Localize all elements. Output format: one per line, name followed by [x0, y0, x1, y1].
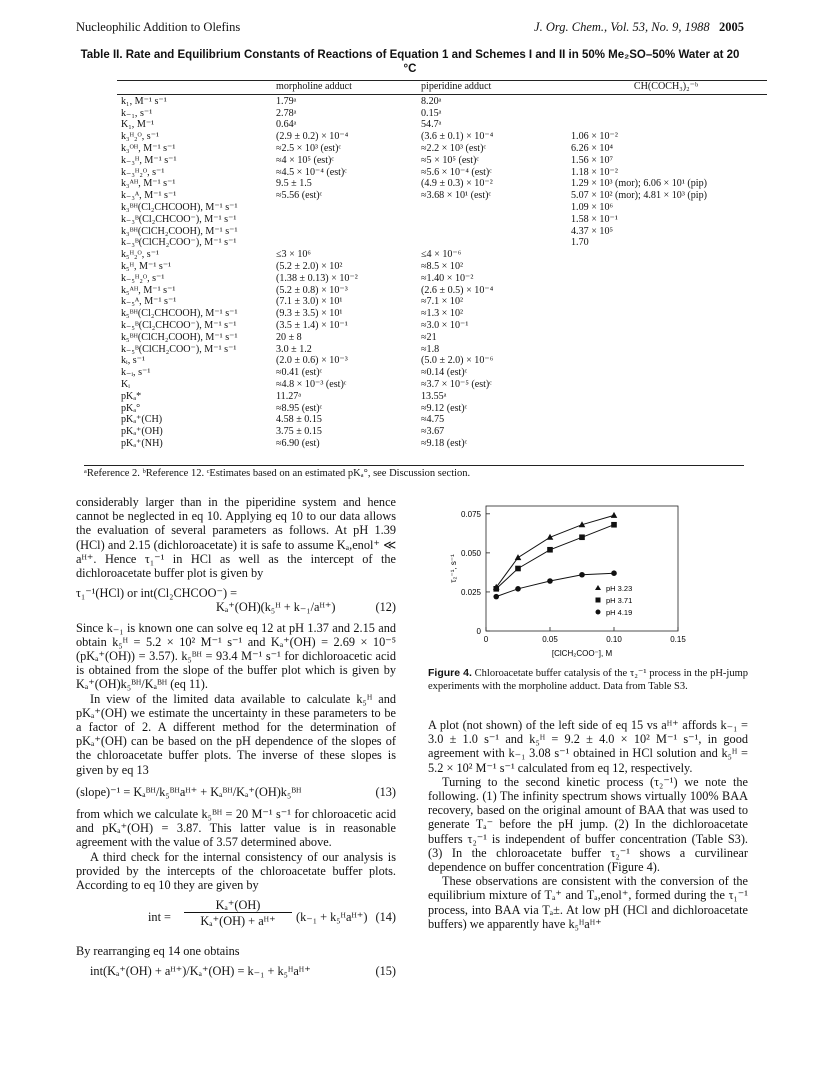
cell-piperidine: ≈0.14 (est)ᶜ — [421, 367, 468, 379]
cell-parameter: pKₐ⁺(OH) — [121, 426, 163, 438]
cell-morpholine: ≈2.5 × 10³ (est)ᶜ — [276, 142, 342, 154]
page-number: 2005 — [719, 20, 744, 34]
data-point-circle — [515, 586, 521, 592]
cell-piperidine: 13.55ᵃ — [421, 390, 447, 402]
paragraph: In view of the limited data available to calculate k₅ᴴ and pKₐ⁺(OH) we estimate the uncertainty in these parameters to be a factor of 2. A different method for the determination of pKₐ⁺(OH) can be based on the pH dependence of the slopes of the chloroacetate buffer plots. The inverse of these slopes is given by eq 13 — [76, 691, 396, 777]
cell-parameter: k₋₃ᴴ, M⁻¹ s⁻¹ — [121, 154, 177, 166]
table-row — [117, 438, 767, 450]
cell-parameter: pKₐ* — [121, 390, 142, 402]
cell-parameter: pKₐ⁺(CH) — [121, 414, 163, 426]
cell-piperidine: ≈3.67 — [421, 426, 445, 438]
cell-piperidine: (4.9 ± 0.3) × 10⁻² — [421, 178, 493, 190]
x-tick-label: 0 — [483, 635, 489, 644]
cell-piperidine: (5.0 ± 2.0) × 10⁻⁶ — [421, 355, 494, 367]
cell-morpholine — [272, 237, 417, 249]
cell-parameter: k₋₅ᴮ(Cl₂CHCOO⁻), M⁻¹ s⁻¹ — [121, 319, 237, 331]
table-header-row — [117, 81, 767, 95]
data-point-circle — [611, 570, 617, 576]
cell-piperidine: ≈1.3 × 10² — [421, 308, 464, 320]
cell-acac — [567, 308, 767, 320]
table-bottom-rule — [84, 465, 744, 466]
cell-piperidine: ≤4 × 10⁻⁶ — [421, 249, 462, 261]
equation-15 — [76, 964, 396, 978]
paragraph: considerably larger than in the piperidine system and hence cannot be neglected in eq 10. Applying eq 10 to our data allows the evaluation of several parameters as follows. At pH 1.39 (HCl) and 2.15 (dichloroacetate) it is safe to assume Kₐ,enol⁺ ≪ aᴴ⁺. Hence τ₁⁻¹ in HCl as well as the intercept of the dichloroacetate buffer plot is given by — [76, 495, 396, 581]
eq12-number: (12) — [375, 600, 396, 615]
cell-morpholine: ≈4 × 10⁵ (est)ᶜ — [276, 154, 334, 166]
cell-parameter: K₁, M⁻¹ — [121, 119, 155, 131]
table-title-line2: °C — [403, 63, 417, 75]
legend-marker-square — [596, 598, 601, 603]
paragraph: Turning to the second kinetic process (τ₂⁻¹) we note the following. (1) The infinity spectrum shows virtually 100% BAA recovery, based on the original amount of BAA that was used to generate Tₐ⁻ before the pH jump. (2) In the dichloroacetate buffers τ₂⁻¹ is independent of buffer concentration (Table S3). (3) In the chloroacetate buffer τ₂⁻¹ shows a curvilinear dependence on buffer concentration (Figure 4). — [428, 774, 748, 875]
data-point-circle — [493, 594, 499, 600]
x-tick-label: 0.10 — [606, 635, 622, 644]
data-point-square — [493, 586, 499, 592]
x-tick-label: 0.05 — [542, 635, 558, 644]
table-row — [117, 119, 767, 131]
cell-piperidine: ≈9.18 (est)ᶜ — [421, 437, 468, 449]
cell-parameter: k₃ᴼᴴ, M⁻¹ s⁻¹ — [121, 142, 176, 154]
data-point-square — [547, 547, 553, 553]
cell-parameter: pKₐ° — [121, 402, 141, 414]
cell-acac: 1.06 × 10⁻² — [571, 131, 618, 143]
cell-morpholine: ≈4.5 × 10⁻⁴ (est)ᶜ — [276, 166, 347, 178]
cell-morpholine — [272, 226, 417, 238]
table-row — [117, 214, 767, 226]
table-row — [117, 237, 767, 249]
cell-morpholine: ≈0.41 (est)ᶜ — [276, 367, 323, 379]
cell-acac: 6.26 × 10⁴ — [571, 142, 614, 154]
paragraph: By rearranging eq 14 one obtains — [76, 944, 240, 959]
cell-piperidine: ≈4.75 — [421, 414, 445, 426]
table-label: Table II. — [80, 49, 123, 61]
cell-morpholine: (5.2 ± 2.0) × 10² — [276, 260, 343, 272]
eq13-number: (13) — [375, 784, 396, 799]
cell-piperidine: (3.6 ± 0.1) × 10⁻⁴ — [421, 131, 494, 143]
eq14-lhs: int = — [148, 910, 171, 925]
paragraph: A third check for the internal consistency of our analysis is provided by the intercepts of the chloroacetate buffer plots. According to eq 10 they are given by — [76, 849, 396, 893]
cell-piperidine — [417, 226, 567, 238]
cell-morpholine: 3.0 ± 1.2 — [276, 343, 312, 355]
cell-morpholine: 20 ± 8 — [276, 331, 302, 343]
col-header-acac: CH(COCH₃)₂⁻ᵇ — [567, 81, 767, 95]
volume-info: Vol. 53, No. 9, 1988 — [610, 20, 710, 34]
table-row — [117, 94, 767, 107]
table-row — [117, 108, 767, 120]
legend-marker-circle — [596, 610, 601, 615]
equation-14 — [76, 898, 396, 938]
table-row — [117, 332, 767, 344]
table-row — [117, 261, 767, 273]
series-line — [496, 515, 614, 587]
cell-acac: 1.70 — [571, 237, 589, 249]
table-row — [117, 414, 767, 426]
y-tick-label: 0 — [476, 627, 481, 636]
eq12-line1: τ₁⁻¹(HCl) or int(Cl₂CHCOO⁻) = — [76, 586, 238, 601]
eq14-rhs: (k₋₁ + k₅ᴴaᴴ⁺) — [296, 910, 368, 925]
table-row — [117, 344, 767, 356]
cell-acac — [567, 320, 767, 332]
table-footnotes: ᵃReference 2. ᵇReference 12. ᶜEstimates based on an estimated pKₐ°, see Discussion section. — [84, 468, 471, 479]
data-point-triangle — [515, 554, 522, 560]
data-point-square — [515, 566, 521, 572]
cell-parameter: pKₐ⁺(NH) — [121, 437, 163, 449]
journal-name: J. Org. Chem., — [534, 20, 608, 34]
cell-acac — [567, 426, 767, 438]
cell-parameter: k₃ᴬᴴ, M⁻¹ s⁻¹ — [121, 178, 176, 190]
cell-piperidine: ≈7.1 × 10² — [421, 296, 464, 308]
cell-morpholine: 1.79ᵃ — [276, 95, 297, 107]
legend-marker-triangle — [595, 585, 601, 590]
table-row — [117, 379, 767, 391]
cell-parameter: k₋₃ᴮ(ClCH₂COO⁻), M⁻¹ s⁻¹ — [121, 237, 237, 249]
cell-acac — [567, 273, 767, 285]
cell-parameter: kᵢ, s⁻¹ — [121, 355, 146, 367]
cell-acac: 1.09 × 10⁶ — [571, 201, 614, 213]
eq12-line2: Kₐ⁺(OH)(k₅ᴴ + k₋₁/aᴴ⁺) — [216, 600, 336, 615]
cell-parameter: k₅ᴮᴴ(Cl₂CHCOOH), M⁻¹ s⁻¹ — [121, 308, 238, 320]
cell-parameter: k₋₃ᴴ₂ᴼ, s⁻¹ — [121, 166, 165, 178]
series-line — [496, 525, 614, 589]
cell-morpholine: (9.3 ± 3.5) × 10¹ — [276, 308, 343, 320]
cell-acac — [567, 379, 767, 391]
cell-acac — [567, 285, 767, 297]
right-column — [428, 718, 748, 931]
cell-morpholine: 11.27ᵃ — [276, 390, 302, 402]
cell-parameter: k₅ᴴ, M⁻¹ s⁻¹ — [121, 260, 172, 272]
cell-acac — [567, 438, 767, 450]
cell-morpholine: 3.75 ± 0.15 — [276, 426, 322, 438]
cell-parameter: k₅ᴴ₂ᴼ, s⁻¹ — [121, 249, 160, 261]
cell-morpholine: (3.5 ± 1.4) × 10⁻¹ — [276, 319, 348, 331]
table-row — [117, 296, 767, 308]
cell-parameter: k₋₅ᴬ, M⁻¹ s⁻¹ — [121, 296, 177, 308]
cell-parameter: k₅ᴮᴴ(ClCH₂COOH), M⁻¹ s⁻¹ — [121, 331, 238, 343]
cell-parameter: k₋₁, s⁻¹ — [121, 107, 153, 119]
cell-acac — [567, 261, 767, 273]
cell-morpholine: (5.2 ± 0.8) × 10⁻³ — [276, 284, 348, 296]
cell-parameter: Kᵢ — [121, 378, 130, 390]
cell-morpholine — [272, 202, 417, 214]
cell-morpholine: 9.5 ± 1.5 — [276, 178, 312, 190]
cell-acac — [567, 391, 767, 403]
figure-label: Figure 4. — [428, 667, 472, 679]
paragraph: These observations are consistent with the conversion of the equilibrium mixture of Tₐ⁺ and Tₐ,enol⁺, formed during the τ₁⁻¹ process, into BAA via Tₐ±. At low pH (HCl and dichloroacetate buffers) we apparently have k₅ᴴaᴴ⁺ — [428, 874, 748, 931]
cell-parameter: k₃ᴮᴴ(ClCH₂COOH), M⁻¹ s⁻¹ — [121, 225, 238, 237]
cell-parameter: k₁, M⁻¹ s⁻¹ — [121, 95, 167, 107]
cell-acac: 1.18 × 10⁻² — [571, 166, 618, 178]
cell-acac: 1.58 × 10⁻¹ — [571, 213, 618, 225]
x-axis-label: [ClCH₂COO⁻], M — [551, 649, 613, 658]
data-point-square — [611, 522, 617, 528]
cell-piperidine: ≈8.5 × 10² — [421, 260, 464, 272]
cell-acac — [567, 332, 767, 344]
table-row — [117, 155, 767, 167]
cell-piperidine: ≈2.2 × 10³ (est)ᶜ — [421, 142, 487, 154]
cell-piperidine: ≈3.0 × 10⁻¹ — [421, 319, 469, 331]
table-caption — [76, 48, 744, 76]
cell-acac — [567, 249, 767, 261]
y-axis-label: τ₂⁻¹, s⁻¹ — [449, 554, 458, 583]
cell-piperidine: (2.6 ± 0.5) × 10⁻⁴ — [421, 284, 494, 296]
eq15-body: int(Kₐ⁺(OH) + aᴴ⁺)/Kₐ⁺(OH) = k₋₁ + k₅ᴴaᴴ⁺ — [90, 964, 311, 979]
table-row — [117, 202, 767, 214]
cell-piperidine: 54.7ᵃ — [421, 119, 442, 131]
table-row — [117, 355, 767, 367]
figure-caption — [428, 667, 748, 693]
cell-acac — [567, 355, 767, 367]
cell-morpholine: (1.38 ± 0.13) × 10⁻² — [276, 272, 358, 284]
cell-piperidine: ≈1.40 × 10⁻² — [421, 272, 474, 284]
table-row — [117, 131, 767, 143]
col-header-parameter — [117, 81, 272, 95]
cell-acac — [567, 296, 767, 308]
cell-morpholine: (2.0 ± 0.6) × 10⁻³ — [276, 355, 348, 367]
table-row — [117, 285, 767, 297]
cell-morpholine — [272, 214, 417, 226]
cell-morpholine: ≤3 × 10⁶ — [276, 249, 311, 261]
data-point-circle — [579, 572, 585, 578]
table-row — [117, 403, 767, 415]
cell-morpholine: ≈5.56 (est)ᶜ — [276, 190, 323, 202]
cell-parameter: k₋₃ᴮ(Cl₂CHCOO⁻), M⁻¹ s⁻¹ — [121, 213, 237, 225]
cell-acac: 4.37 × 10⁵ — [571, 225, 614, 237]
eq14-numerator: Kₐ⁺(OH) — [184, 898, 292, 913]
data-point-triangle — [611, 512, 618, 518]
cell-acac — [567, 344, 767, 356]
cell-acac — [567, 108, 767, 120]
table-row — [117, 226, 767, 238]
data-point-circle — [547, 578, 553, 584]
table-row — [117, 143, 767, 155]
table-body — [117, 94, 767, 449]
cell-piperidine — [417, 214, 567, 226]
equation-13 — [76, 785, 396, 799]
cell-piperidine — [417, 202, 567, 214]
table-row — [117, 190, 767, 202]
cell-morpholine: ≈6.90 (est) — [276, 437, 320, 449]
col-header-piperidine: piperidine adduct — [417, 81, 567, 95]
table-row — [117, 273, 767, 285]
cell-parameter: k₃ᴴ₂ᴼ, s⁻¹ — [121, 131, 160, 143]
eq15-number: (15) — [375, 964, 396, 979]
table-title-line1: Rate and Equilibrium Constants of Reactions of Equation 1 and Schemes I and II in 50% Me₂SO–50% Water at 20 — [125, 49, 740, 61]
running-title: Nucleophilic Addition to Olefins — [76, 20, 241, 34]
table-row — [117, 391, 767, 403]
col-header-morpholine: morpholine adduct — [272, 81, 417, 95]
cell-acac — [567, 403, 767, 415]
cell-acac: 1.56 × 10⁷ — [571, 154, 614, 166]
cell-parameter: k₃ᴮᴴ(Cl₂CHCOOH), M⁻¹ s⁻¹ — [121, 201, 238, 213]
legend-label: pH 3.23 — [606, 584, 633, 593]
eq13-body: (slope)⁻¹ = Kₐᴮᴴ/k₅ᴮᴴaᴴ⁺ + Kₐᴮᴴ/Kₐ⁺(OH)k₅ᴮᴴ — [76, 784, 302, 799]
cell-piperidine: ≈21 — [421, 331, 437, 343]
cell-parameter: k₋₃ᴬ, M⁻¹ s⁻¹ — [121, 190, 177, 202]
eq14-number: (14) — [375, 910, 396, 925]
cell-piperidine: ≈3.68 × 10¹ (est)ᶜ — [421, 190, 492, 202]
cell-piperidine: 8.20ᵃ — [421, 95, 442, 107]
cell-parameter: k₋₅ᴴ₂ᴼ, s⁻¹ — [121, 272, 165, 284]
cell-piperidine: 0.15ᵃ — [421, 107, 442, 119]
legend-label: pH 4.19 — [606, 608, 633, 617]
table-row — [117, 320, 767, 332]
table-row — [117, 367, 767, 379]
journal-citation — [534, 20, 744, 35]
cell-acac — [567, 367, 767, 379]
cell-parameter: k₋₅ᴮ(ClCH₂COO⁻), M⁻¹ s⁻¹ — [121, 343, 237, 355]
cell-piperidine: ≈3.7 × 10⁻⁵ (est)ᶜ — [421, 378, 492, 390]
figure-4-chart — [428, 498, 748, 663]
cell-acac — [567, 94, 767, 107]
table-row — [117, 167, 767, 179]
table-row — [117, 308, 767, 320]
cell-parameter: k₋ᵢ, s⁻¹ — [121, 367, 151, 379]
cell-morpholine: 4.58 ± 0.15 — [276, 414, 322, 426]
equation-12 — [76, 586, 396, 614]
cell-morpholine: 0.64ᵃ — [276, 119, 297, 131]
cell-piperidine — [417, 237, 567, 249]
paragraph: Since k₋₁ is known one can solve eq 12 at pH 1.37 and 2.15 and obtain k₅ᴴ = 5.2 × 10² M⁻¹ s⁻¹ and Kₐ⁺(OH) = 2.69 × 10⁻⁵ (pKₐ⁺(OH)) = 3.57). k₅ᴮᴴ = 93.4 M⁻¹ s⁻¹ for dichloroacetic acid is obtained from the slope of the buffer plot which is given by Kₐ⁺(OH)k₅ᴮᴴ/Kₐᴮᴴ (eq 11). — [76, 620, 396, 692]
figure-caption-text: Chloroacetate buffer catalysis of the τ₂⁻¹ process in the pH-jump experiments with the morpholine adduct. Data from Table S3. — [428, 668, 748, 692]
cell-piperidine: ≈9.12 (est)ᶜ — [421, 402, 468, 414]
cell-acac — [567, 414, 767, 426]
table-row — [117, 426, 767, 438]
cell-morpholine: (7.1 ± 3.0) × 10¹ — [276, 296, 343, 308]
cell-acac: 1.29 × 10³ (mor); 6.06 × 10¹ (pip) — [571, 178, 708, 190]
left-column — [76, 495, 396, 983]
paragraph: A plot (not shown) of the left side of eq 15 vs aᴴ⁺ affords k₋₁ = 3.0 ± 1.0 s⁻¹ and k₅ᴴ = 9.2 ± 4.0 × 10² M⁻¹ s⁻¹, in good agreement with k₋₁ 3.08 s⁻¹ obtained in HCl solution and k₅ᴴ = 5.2 × 10² M⁻¹ s⁻¹ calculated from eq 12, respectively. — [428, 718, 748, 775]
cell-morpholine: ≈8.95 (est)ᶜ — [276, 402, 323, 414]
cell-morpholine: ≈4.8 × 10⁻³ (est)ᶜ — [276, 378, 347, 390]
cell-acac — [567, 119, 767, 131]
table-row — [117, 249, 767, 261]
y-tick-label: 0.025 — [460, 587, 481, 597]
y-tick-label: 0.050 — [460, 548, 481, 558]
legend-label: pH 3.71 — [606, 596, 633, 605]
x-tick-label: 0.15 — [670, 635, 686, 644]
series-line — [496, 573, 614, 596]
cell-acac: 5.07 × 10² (mor); 4.81 × 10³ (pip) — [571, 190, 708, 202]
eq14-denominator: Kₐ⁺(OH) + aᴴ⁺ — [200, 914, 276, 929]
cell-parameter: k₅ᴬᴴ, M⁻¹ s⁻¹ — [121, 284, 176, 296]
cell-morpholine: (2.9 ± 0.2) × 10⁻⁴ — [276, 131, 349, 143]
y-tick-label: 0.075 — [460, 509, 481, 519]
table-row — [117, 178, 767, 190]
cell-piperidine: ≈5 × 10⁵ (est)ᶜ — [421, 154, 479, 166]
rate-constants-table — [117, 80, 767, 450]
paragraph: from which we calculate k₅ᴮᴴ = 20 M⁻¹ s⁻¹ for chloroacetic acid and pKₐ⁺(OH) = 3.87. This latter value is in reasonable agreement with the value of 3.57 determined above. — [76, 807, 396, 850]
cell-morpholine: 2.78ᵃ — [276, 107, 297, 119]
cell-piperidine: ≈5.6 × 10⁻⁴ (est)ᶜ — [421, 166, 492, 178]
cell-piperidine: ≈1.8 — [421, 343, 440, 355]
data-point-square — [579, 534, 585, 540]
